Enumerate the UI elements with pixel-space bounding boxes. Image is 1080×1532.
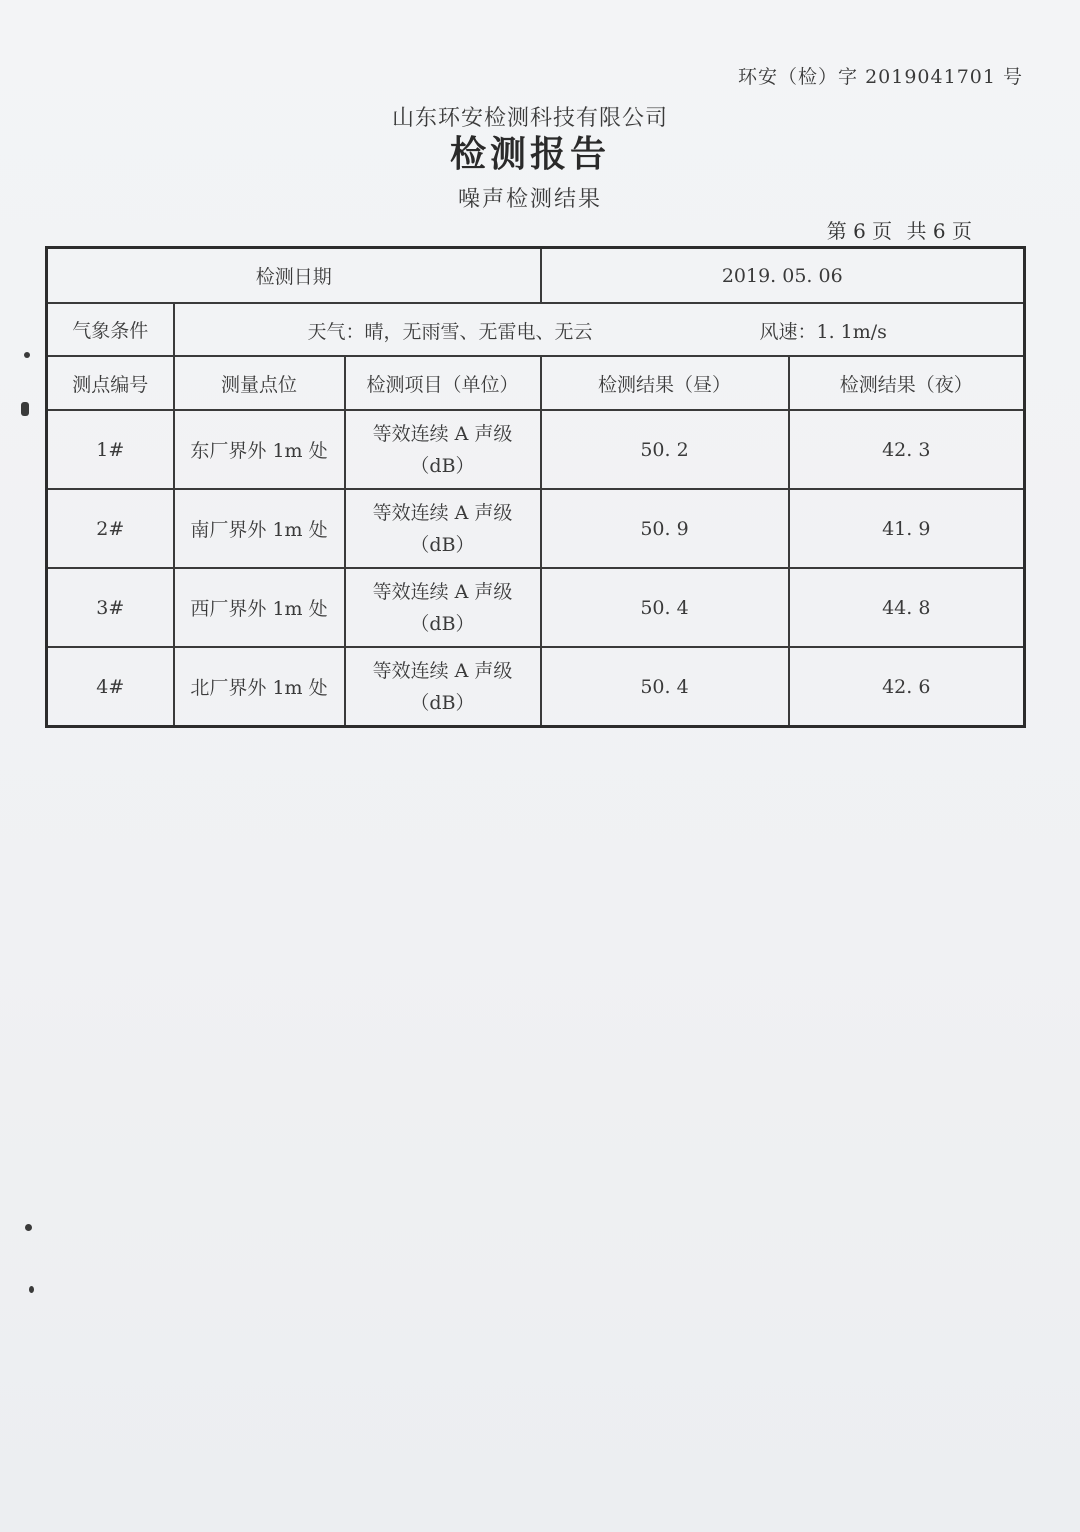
noise-results-table <box>45 246 1026 728</box>
report-title: 检测报告 <box>449 133 610 175</box>
point-location: 北厂界外 1m 处 <box>174 647 345 727</box>
point-id: 1# <box>47 410 174 489</box>
result-night: 41. 9 <box>789 489 1025 568</box>
table-row <box>47 647 1025 727</box>
binding-hole-mark <box>25 1224 32 1231</box>
weather-value: 天气：晴，无雨雪、无雷电、无云 <box>307 321 593 343</box>
test-item-unit: （dB） <box>410 454 475 477</box>
binding-hole-mark <box>21 402 29 416</box>
weather-label: 气象条件 <box>47 303 174 356</box>
test-item <box>345 489 541 568</box>
page-total: 共 6 页 <box>906 219 972 243</box>
result-day: 50. 9 <box>541 489 789 568</box>
page-current: 第 6 页 <box>826 219 893 243</box>
test-item <box>345 410 541 489</box>
table-row <box>47 489 1025 568</box>
test-item-unit: （dB） <box>410 691 475 714</box>
table-row <box>47 410 1025 489</box>
point-id: 4# <box>47 647 174 727</box>
point-id: 2# <box>47 489 174 568</box>
company-name: 山东环安检测科技有限公司 <box>391 106 668 131</box>
point-id: 3# <box>47 568 174 647</box>
point-location: 东厂界外 1m 处 <box>174 410 345 489</box>
table-header-row <box>47 356 1025 410</box>
table-row <box>47 568 1025 647</box>
test-item-name: 等效连续 A 声级 <box>372 422 513 445</box>
result-night: 44. 8 <box>789 568 1025 647</box>
binding-hole-mark <box>29 1286 34 1293</box>
binding-hole-mark <box>24 352 30 358</box>
result-day: 50. 4 <box>541 647 789 727</box>
report-subtitle: 噪声检测结果 <box>457 187 602 212</box>
col-header-day: 检测结果（昼） <box>541 356 789 410</box>
col-header-night: 检测结果（夜） <box>789 356 1025 410</box>
wind-value: 风速：1. 1m/s <box>759 321 887 343</box>
page-info <box>827 215 972 244</box>
point-location: 西厂界外 1m 处 <box>174 568 345 647</box>
test-item-name: 等效连续 A 声级 <box>372 501 513 524</box>
result-night: 42. 3 <box>789 410 1025 489</box>
result-day: 50. 4 <box>541 568 789 647</box>
test-item-name: 等效连续 A 声级 <box>372 580 513 603</box>
result-day: 50. 2 <box>541 410 789 489</box>
weather-cell <box>174 303 1025 356</box>
test-item <box>345 568 541 647</box>
date-row <box>47 248 1025 304</box>
test-item <box>345 647 541 727</box>
col-header-point-id: 测点编号 <box>47 356 174 410</box>
col-header-item: 检测项目（单位） <box>345 356 541 410</box>
test-item-name: 等效连续 A 声级 <box>372 659 513 682</box>
point-location: 南厂界外 1m 处 <box>174 489 345 568</box>
test-item-unit: （dB） <box>410 533 475 556</box>
date-value: 2019. 05. 06 <box>541 248 1025 304</box>
test-item-unit: （dB） <box>410 612 475 635</box>
weather-row <box>47 303 1025 356</box>
col-header-location: 测量点位 <box>174 356 345 410</box>
date-label: 检测日期 <box>47 248 541 304</box>
report-number: 环安（检）字 2019041701 号 <box>738 66 1023 88</box>
result-night: 42. 6 <box>789 647 1025 727</box>
